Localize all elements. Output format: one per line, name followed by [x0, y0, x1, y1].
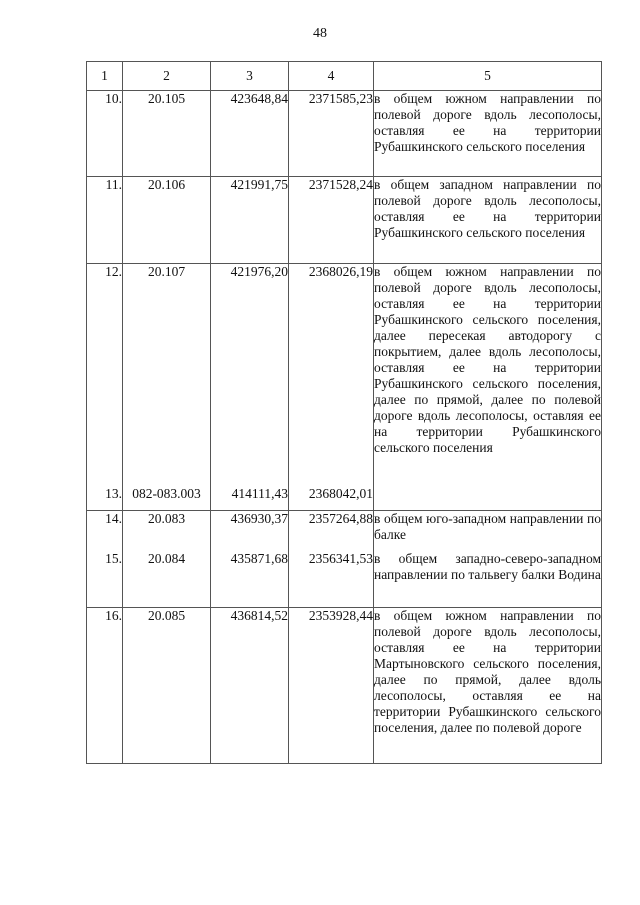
row-number: 14.	[87, 511, 123, 551]
table-row	[87, 177, 602, 264]
row-number: 13.	[87, 486, 123, 511]
coordinate-y: 2371528,24	[289, 177, 374, 264]
direction-description: в общем южном направлении по полевой дороге вдоль лесополосы, оставляя ее на территории Рубашкинского сельского поселения, далее пересекая автодорогу с покрытием, далее вдоль лесополосы, оставляя ее на территории Рубашкинского сельского поселения, далее по прямой, далее по полевой дороге вдоль лесополосы, оставляя ее на территории Рубашкинского сельского поселения	[374, 264, 602, 486]
direction-description: в общем западно-северо-западном направлении по тальвегу балки Водина	[374, 551, 602, 608]
table-row	[87, 486, 602, 511]
row-number: 11.	[87, 177, 123, 264]
row-number: 12.	[87, 264, 123, 486]
table-row	[87, 511, 602, 551]
coordinate-y: 2368026,19	[289, 264, 374, 486]
coordinate-x: 421991,75	[211, 177, 289, 264]
column-header: 4	[289, 62, 374, 91]
row-number: 15.	[87, 551, 123, 608]
point-id: 082-083.003	[123, 486, 211, 511]
coordinate-y: 2368042,01	[289, 486, 374, 511]
column-header: 2	[123, 62, 211, 91]
table-header-row	[87, 62, 602, 91]
table-row	[87, 91, 602, 177]
table-row	[87, 608, 602, 764]
column-header: 3	[211, 62, 289, 91]
coordinate-x: 414111,43	[211, 486, 289, 511]
coordinate-x: 421976,20	[211, 264, 289, 486]
point-id: 20.085	[123, 608, 211, 764]
row-number: 10.	[87, 91, 123, 177]
coordinate-x: 435871,68	[211, 551, 289, 608]
direction-description: в общем юго-западном направлении по балке	[374, 511, 602, 551]
point-id: 20.105	[123, 91, 211, 177]
direction-description: в общем западном направлении по полевой дороге вдоль лесополосы, оставляя ее на территории Рубашкинского сельского поселения	[374, 177, 602, 264]
row-number: 16.	[87, 608, 123, 764]
coordinate-x: 436930,37	[211, 511, 289, 551]
coordinate-x: 423648,84	[211, 91, 289, 177]
coordinate-y: 2356341,53	[289, 551, 374, 608]
point-id: 20.084	[123, 551, 211, 608]
direction-description: в общем южном направлении по полевой дороге вдоль лесополосы, оставляя ее на территории Мартыновского сельского поселения, далее по прямой, далее вдоль лесополосы, оставляя ее на территории Рубашкинского сельского поселения, далее по полевой дороге	[374, 608, 602, 764]
point-id: 20.107	[123, 264, 211, 486]
table-row	[87, 551, 602, 608]
page-number: 48	[313, 26, 327, 41]
coordinate-y: 2353928,44	[289, 608, 374, 764]
direction-description: в общем южном направлении по полевой дороге вдоль лесополосы, оставляя ее на территории Рубашкинского сельского поселения	[374, 91, 602, 177]
point-id: 20.083	[123, 511, 211, 551]
point-id: 20.106	[123, 177, 211, 264]
coordinate-y: 2371585,23	[289, 91, 374, 177]
boundary-points-table	[86, 61, 602, 764]
direction-description	[374, 486, 602, 511]
column-header: 5	[374, 62, 602, 91]
coordinate-y: 2357264,88	[289, 511, 374, 551]
column-header: 1	[87, 62, 123, 91]
table-row	[87, 264, 602, 486]
coordinate-x: 436814,52	[211, 608, 289, 764]
